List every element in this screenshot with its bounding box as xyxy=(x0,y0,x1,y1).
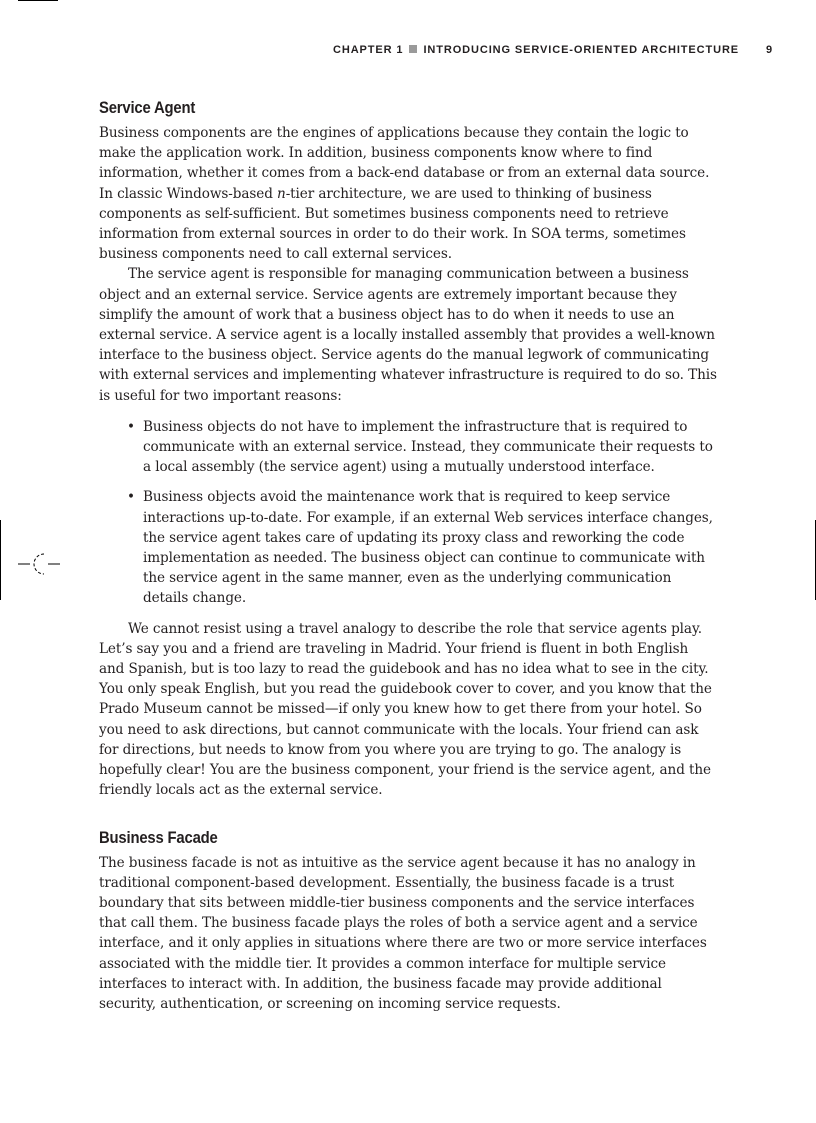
separator-square-icon xyxy=(409,45,417,53)
emphasis-text: n xyxy=(277,185,286,202)
list-item-text: Business objects do not have to implement the infrastructure that is required to communicate with an external service. Instead, they communicate their requests to a local assembly (the service agent) using a mutually understood interface. xyxy=(143,418,713,476)
list-item xyxy=(99,417,717,478)
page-number: 9 xyxy=(765,44,773,56)
paragraph: We cannot resist using a travel analogy to describe the role that service agents play. Let’s say you and a friend are traveling in Madrid. Your friend is fluent in both English and Spanish, but is too lazy to read the guidebook and has no idea what to see in the city. You only speak English, but you read the guidebook cover to cover, and you know that the Prado Museum cannot be missed—if only you knew how to get there from your hotel. So you need to ask directions, but cannot communicate with the locals. Your friend can ask for directions, but needs to know from you where you are trying to go. The analogy is hopefully clear! You are the business component, your friend is the service agent, and the friendly locals act as the external service. xyxy=(99,620,712,799)
paragraph: The business facade is not as intuitive as the service agent because it has no analogy in traditional component-based development. Essentially, the business facade is a trust boundary that sits between middle-tier business components and the service interfaces that call them. The business facade plays the roles of both a service agent and a service interface, and it only applies in situations where there are two or more service interfaces associated with the middle tier. It provides a common interface for multiple service interfaces to interact with. In addition, the business facade may provide additional security, authentication, or screening on incoming service requests. xyxy=(99,854,707,1012)
list-item xyxy=(99,487,717,608)
section-heading-business-facade: Business Facade xyxy=(99,828,218,847)
crop-mark-top xyxy=(18,0,58,1)
paragraph-text: -tier architecture, we are used to thinking of business components as self-sufficient. But sometimes business components need to retrieve information from external sources in order to do their work. In SOA terms, sometimes business components need to call external services. xyxy=(99,185,686,263)
section-heading-service-agent: Service Agent xyxy=(99,99,196,117)
crop-mark-left xyxy=(0,520,1,600)
chapter-title: INTRODUCING SERVICE-ORIENTED ARCHITECTURE xyxy=(423,44,740,56)
bullet-icon: • xyxy=(127,489,135,506)
bullet-list xyxy=(99,417,717,609)
paragraph-text: Business components are the engines of applications because they contain the logic to make the application work. In addition, business components know where to find information, whether it comes from a back-end database or from an external data source. In classic Windows-based xyxy=(99,125,710,202)
chapter-label: CHAPTER 1 xyxy=(333,44,404,56)
bullet-icon: • xyxy=(127,418,135,435)
paragraph xyxy=(99,123,717,264)
page-body xyxy=(99,96,717,1014)
paragraph: The service agent is responsible for managing communication between a business object and an external service. Service agents are extremely important because they simplify the amount of work that a business object has to do when it needs to use an external service. A service agent is a locally installed assembly that provides a well-known interface to the business object. Service agents do the manual legwork of communicating with external services and implementing whatever infrastructure is required to do so. This is useful for two important reasons: xyxy=(99,266,717,404)
running-head xyxy=(333,44,773,56)
list-item-text: Business objects avoid the maintenance work that is required to keep service interactions up-to-date. For example, if an external Web services interface changes, the service agent takes care of updating its proxy class and reworking the code implementation as needed. The business object can continue to communicate with the service agent in the same manner, even as the underlying communication details change. xyxy=(143,489,713,607)
registration-mark-icon xyxy=(18,552,60,576)
